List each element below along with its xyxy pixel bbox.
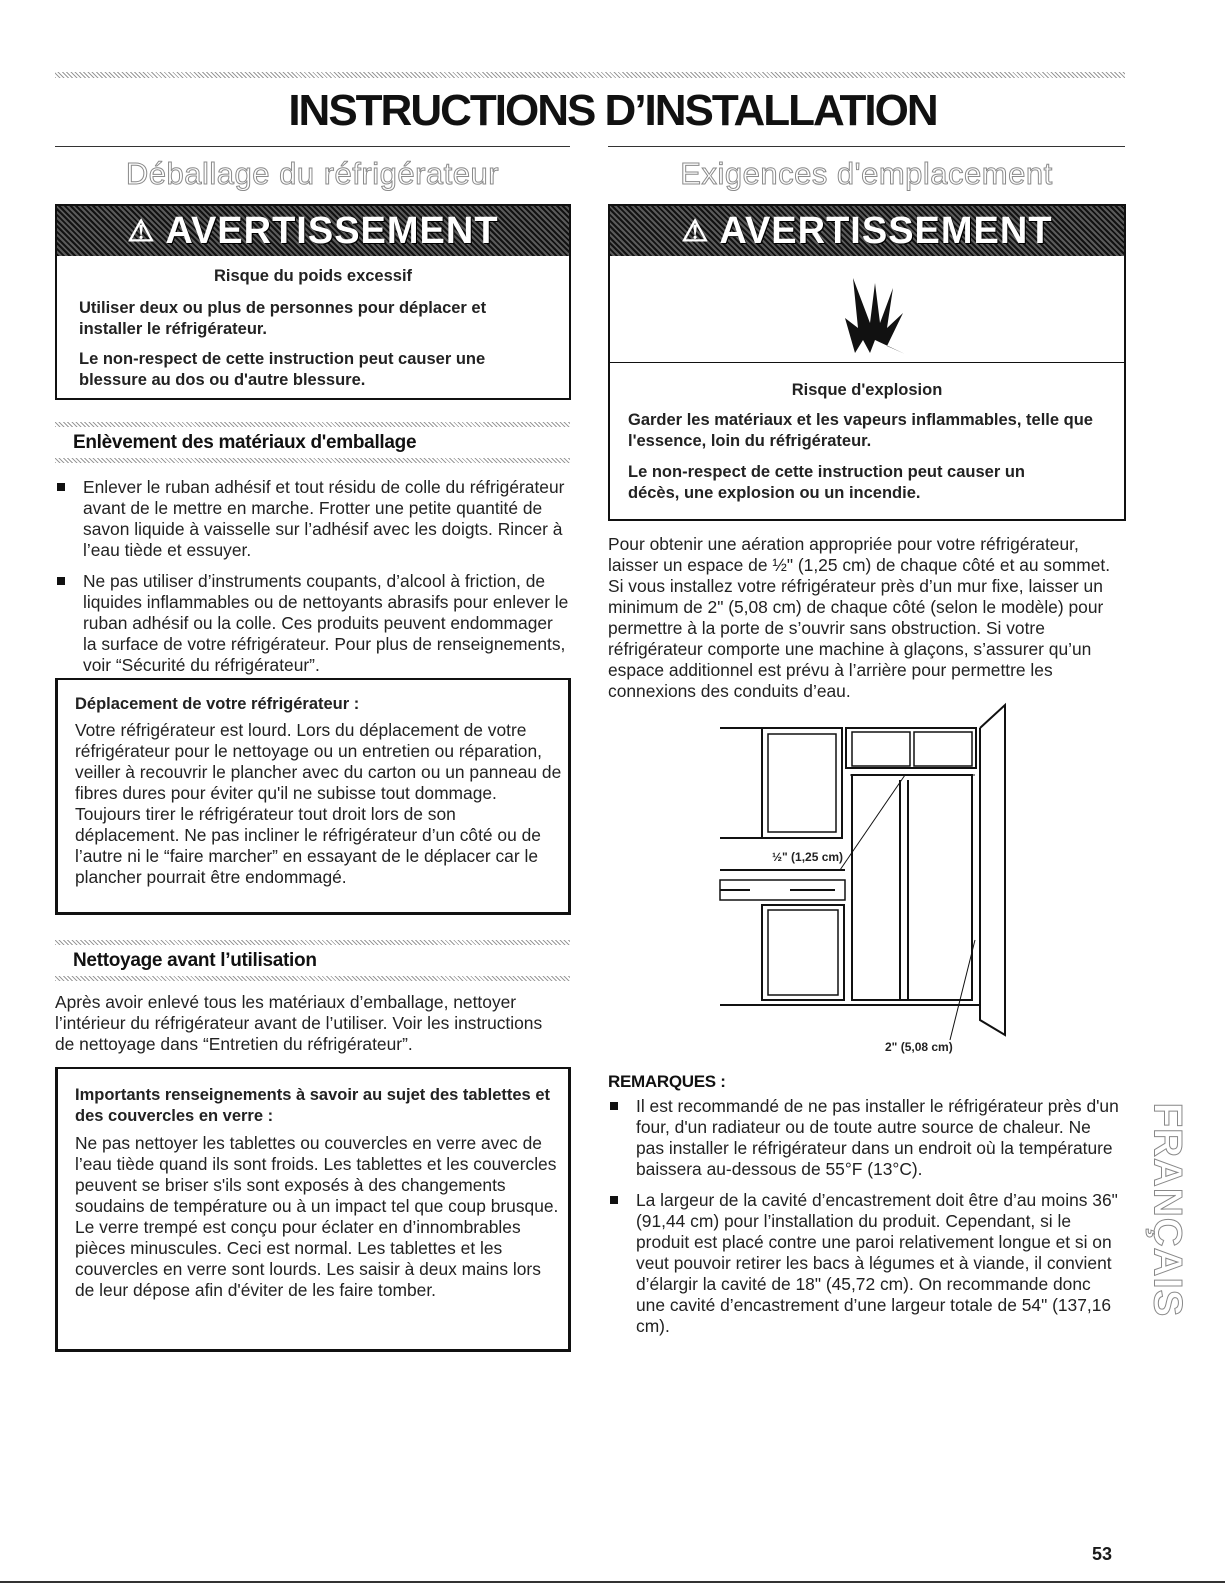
list-item-text: La largeur de la cavité d’encastrement doit être d’au moins 36" (91,44 cm) pour l’installation du produit. Cependant, si le produit est placé contre une paroi relativement longue et si on veut pouvoir retirer les bacs à légumes et à viande, il convient d’élargir la cavité de 18" (45,72 cm). On recommande donc une cavité d’encastrement d’une largeur totale de 54" (137,16 cm). <box>636 1190 1118 1336</box>
list-item-text: Il est recommandé de ne pas installer le réfrigérateur près d'un four, d'un radiateur ou de toute autre source de chaleur. Ne pas installer le réfrigérateur dans un endroit où la température baissera au-dessous de 55°F (13°C). <box>636 1096 1119 1179</box>
warning-instruction: Utiliser deux ou plus de personnes pour déplacer et installer le réfrigérateur. <box>79 299 487 338</box>
divider <box>55 458 570 463</box>
bullet-icon <box>610 1196 618 1204</box>
cleaning-text: Après avoir enlevé tous les matériaux d’emballage, nettoyer l’intérieur du réfrigérateur avant de l’utiliser. Voir les instructions de nettoyage dans “Entretien du réfrigérateur”. <box>55 992 543 1054</box>
moving-info-box <box>55 678 571 915</box>
divider <box>55 940 570 945</box>
left-section-title: Déballage du réfrigérateur <box>125 156 500 191</box>
warning-consequence: Le non-respect de cette instruction peut causer un décès, une explosion ou un incendie. <box>628 463 1025 502</box>
warning-header <box>57 206 569 256</box>
packaging-list <box>55 477 570 686</box>
packaging-heading: Enlèvement des matériaux d'emballage <box>73 432 417 453</box>
page-title: INSTRUCTIONS D’INSTALLATION <box>288 86 937 135</box>
list-item <box>608 1190 1123 1337</box>
warning-heading: AVERTISSEMENT <box>719 209 1053 252</box>
divider <box>610 362 1124 367</box>
glass-info-box <box>55 1067 571 1352</box>
location-text: Pour obtenir une aération appropriée pour votre réfrigérateur, laisser un espace de ½" (1,25 cm) de chaque côté et au sommet. Si vous installez votre réfrigérateur près d’un mur fixe, laisser un minimum de 2" (5,08 cm) de chaque côté (selon le modèle) pour permettre à la porte de s’ouvrir sans obstruction. Si votre réfrigérateur comporte une machine à glaçons, s’assurer qu’un espace additionnel est prévu à l’arrière pour permettre les connexions des conduits d’eau. <box>608 534 1111 701</box>
glass-title: Importants renseignements à savoir au sujet des tablettes et des couvercles en verre : <box>75 1086 550 1125</box>
language-side-tab <box>1145 1085 1190 1335</box>
list-item <box>608 1096 1123 1180</box>
page-number: 53 <box>1092 1544 1113 1564</box>
notes-heading: REMARQUES : <box>608 1072 726 1091</box>
glass-text: Ne pas nettoyer les tablettes ou couvercles en verre avec de l’eau tiède quand ils sont froids. Les tablettes et les couvercles peuvent se briser s'ils sont exposés à des changements soudains de température ou à un impact tel que coup brusque. Le verre trempé est conçu pour éclater en d’innombrables pièces minuscules. Ceci est normal. Les tablettes et les couvercles en verre sont lourds. Les saisir à deux mains lors de leur dépose afin d'éviter de les faire tomber. <box>75 1133 559 1300</box>
list-item <box>55 571 570 676</box>
explosion-warning-box <box>608 204 1126 521</box>
half-inch-clearance-label: ½" (1,25 cm) <box>772 850 844 864</box>
list-item-text: Ne pas utiliser d’instruments coupants, d’alcool à friction, de liquides inflammables ou de nettoyants abrasifs pour enlever le ruban adhésif ou la colle. Ces produits peuvent endommager la surface de votre réfrigérateur. Pour plus de renseignements, voir “Sécurité du réfrigérateur”. <box>83 571 569 675</box>
left-title-rule <box>55 146 570 147</box>
explosion-icon <box>825 268 915 358</box>
bottom-border <box>0 1581 1225 1583</box>
right-section-title: Exigences d'emplacement <box>680 156 1053 191</box>
warning-risk: Risque d'explosion <box>791 381 943 399</box>
warning-heading: AVERTISSEMENT <box>165 209 499 252</box>
cleaning-heading: Nettoyage avant l’utilisation <box>73 950 317 971</box>
divider <box>55 976 570 981</box>
list-item <box>55 477 570 561</box>
list-item-text: Enlever le ruban adhésif et tout résidu de colle du réfrigérateur avant de le mettre en marche. Frotter une petite quantité de savon liquide à vaisselle sur l’adhésif avec les doigts. Rincer à l’eau tiède et essuyer. <box>83 477 565 560</box>
divider <box>55 422 570 427</box>
warning-risk: Risque du poids excessif <box>213 267 413 285</box>
two-inch-clearance-label: 2" (5,08 cm) <box>885 1040 953 1054</box>
warning-triangle-icon: ⚠ <box>127 214 156 248</box>
warning-header <box>610 206 1124 256</box>
right-title-rule <box>608 146 1125 147</box>
refrigerator-clearance-diagram <box>700 700 1020 1050</box>
header-band <box>55 72 1125 78</box>
moving-title: Déplacement de votre réfrigérateur : <box>75 695 360 713</box>
moving-text: Votre réfrigérateur est lourd. Lors du déplacement de votre réfrigérateur pour le nettoyage ou un entretien ou réparation, veiller à recouvrir le plancher avec du carton ou un panneau de fibres dures pour éviter qu'il ne subisse tout dommage. Toujours tirer le réfrigérateur tout droit lors de son déplacement. Ne pas incliner le réfrigérateur d’un côté ou de l’autre ni le “faire marcher” en essayant de le déplacer car le plancher pourrait être endommagé. <box>75 720 562 887</box>
weight-warning-box <box>55 204 571 400</box>
side-tab-label: FRANÇAIS <box>1145 1102 1190 1318</box>
bullet-icon <box>57 577 65 585</box>
notes-list <box>608 1096 1123 1347</box>
warning-consequence: Le non-respect de cette instruction peut causer une blessure au dos ou d'autre blessure. <box>79 350 486 389</box>
bullet-icon <box>57 483 65 491</box>
bullet-icon <box>610 1102 618 1110</box>
warning-instruction: Garder les matériaux et les vapeurs inflammables, telle que l'essence, loin du réfrigérateur. <box>628 411 1093 450</box>
warning-triangle-icon: ⚠ <box>681 214 710 248</box>
